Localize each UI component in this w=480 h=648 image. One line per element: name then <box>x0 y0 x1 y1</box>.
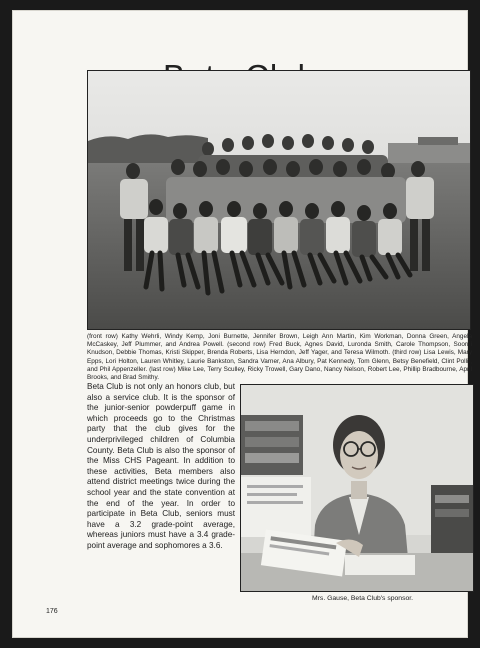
article-text: Beta Club is not only an honors club, but also a service club. It is the sponsor of the junior-senior powderpuff game in which proceeds go to the Christmas party that the club gives for the underprivileged children of Columbia County. Beta Club is also the sponsor of the Miss CHS Pageant. In addition to these activities, Beta members also attend district meetings twice during the school year and the state convention at the end of the year. In order to participate in Beta Club, seniors must have a 3.2 grade-point average, whereas juniors must have a 3.4 grade-point average and sophomores a 3.6. <box>87 382 235 550</box>
sponsor-photo-caption: Mrs. Gause, Beta Club's sponsor. <box>312 595 414 602</box>
sponsor-photo-image <box>241 385 473 591</box>
sponsor-photo <box>240 384 474 592</box>
group-photo-caption: (front row) Kathy Wehrli, Windy Kemp, Joni Burnette, Jennifer Brown, Leigh Ann Martin, Kim Workman, Donna Green, Angela McCaskey, Jeff Plummer, and Andrea Powell. (second row) Fred Buck, Agnes David, Luronda Smith, Carole Thompson, Soorni Knudson, Debbie Thomas, Kristi Skipper, Brenda Roberts, Lisa Herndon, Jeff Yager, and Teresa Wilmoth. (third row) Lisa Lewis, Mary Epps, Lori Holton, Lauren Whitley, Laurie Bankston, Sandra Varner, Ana Albury, Pat Kennedy, Tom Glenn, Betsy Benefield, Clint Pollit, and Phil Appenzeller. (last row) Mike Lee, Terry Sculley, Ricky Trowell, Gary Dano, Nancy Nelson, Robert Lee, Phillip Bradbourne, April Brooks, and Brad Smithy. <box>87 333 472 382</box>
group-photo-image <box>88 71 470 329</box>
yearbook-page <box>12 10 472 638</box>
group-photo <box>87 70 471 330</box>
page-number: 176 <box>46 608 58 615</box>
